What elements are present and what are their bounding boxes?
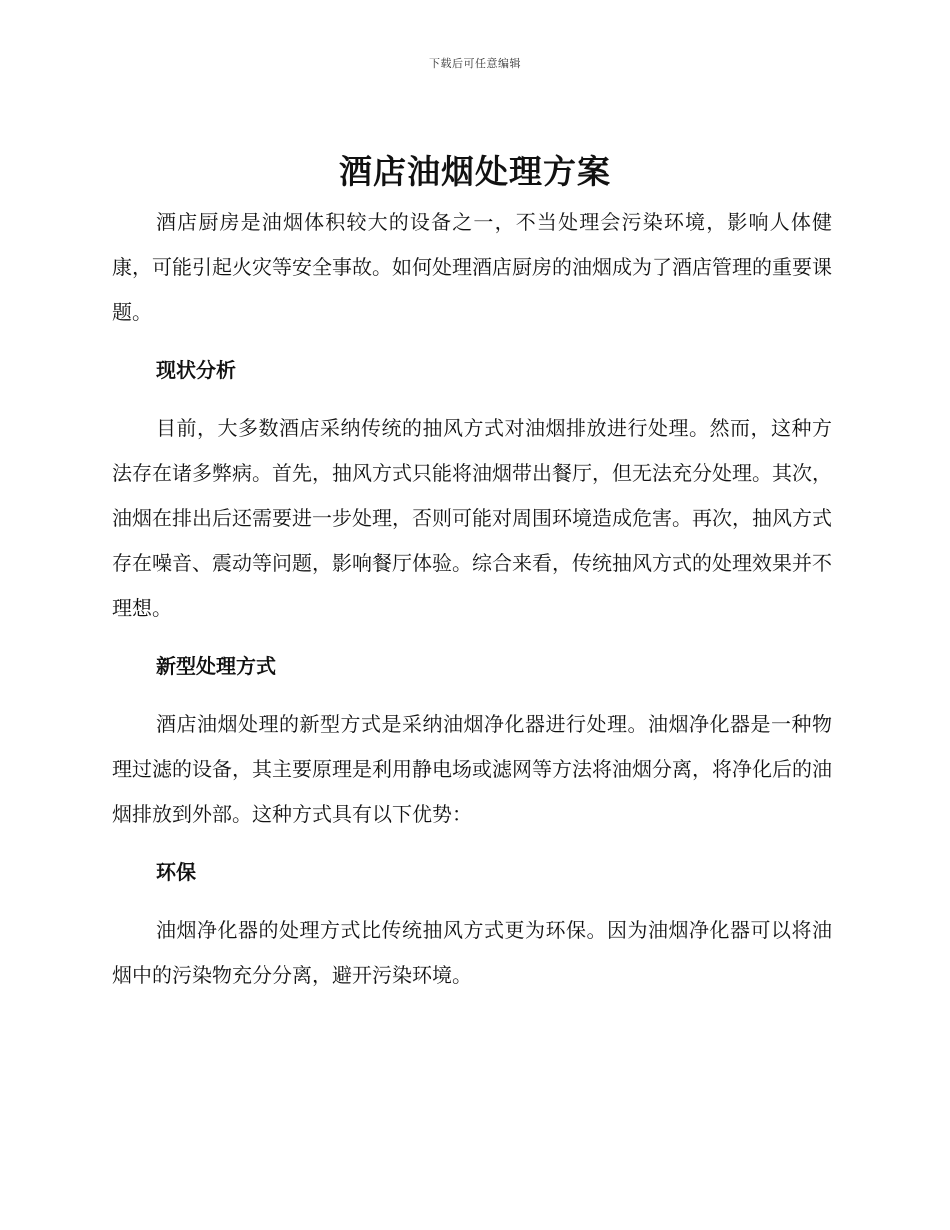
intro-paragraph: 酒店厨房是油烟体积较大的设备之一，不当处理会污染环境，影响人体健康，可能引起火灾等安全事故。如何处理酒店厨房的油烟成为了酒店管理的重要课题。: [112, 210, 832, 324]
section-paragraph-status-analysis: 目前，大多数酒店采纳传统的抽风方式对油烟排放进行处理。然而，这种方法存在诸多弊病。首先，抽风方式只能将油烟带出餐厅，但无法充分处理。其次，油烟在排出后还需要进一步处理，否则可能对周围环境造成危害。再次，抽风方式存在噪音、震动等问题，影响餐厅体验。综合来看，传统抽风方式的处理效果并不理想。: [112, 416, 832, 620]
section-paragraph-environmental: 油烟净化器的处理方式比传统抽风方式更为环保。因为油烟净化器可以将油烟中的污染物充分分离，避开污染环境。: [112, 918, 832, 987]
section-heading-new-method: 新型处理方式: [156, 654, 276, 678]
section-heading-environmental: 环保: [156, 860, 196, 884]
running-header: 下载后可任意编辑: [429, 57, 521, 70]
section-paragraph-new-method: 酒店油烟处理的新型方式是采纳油烟净化器进行处理。油烟净化器是一种物理过滤的设备，其主要原理是利用静电场或滤网等方法将油烟分离，将净化后的油烟排放到外部。这种方式具有以下优势：: [112, 712, 832, 826]
section-heading-status-analysis: 现状分析: [156, 358, 236, 382]
document-title: 酒店油烟处理方案: [339, 152, 611, 191]
document-body: [112, 200, 832, 998]
